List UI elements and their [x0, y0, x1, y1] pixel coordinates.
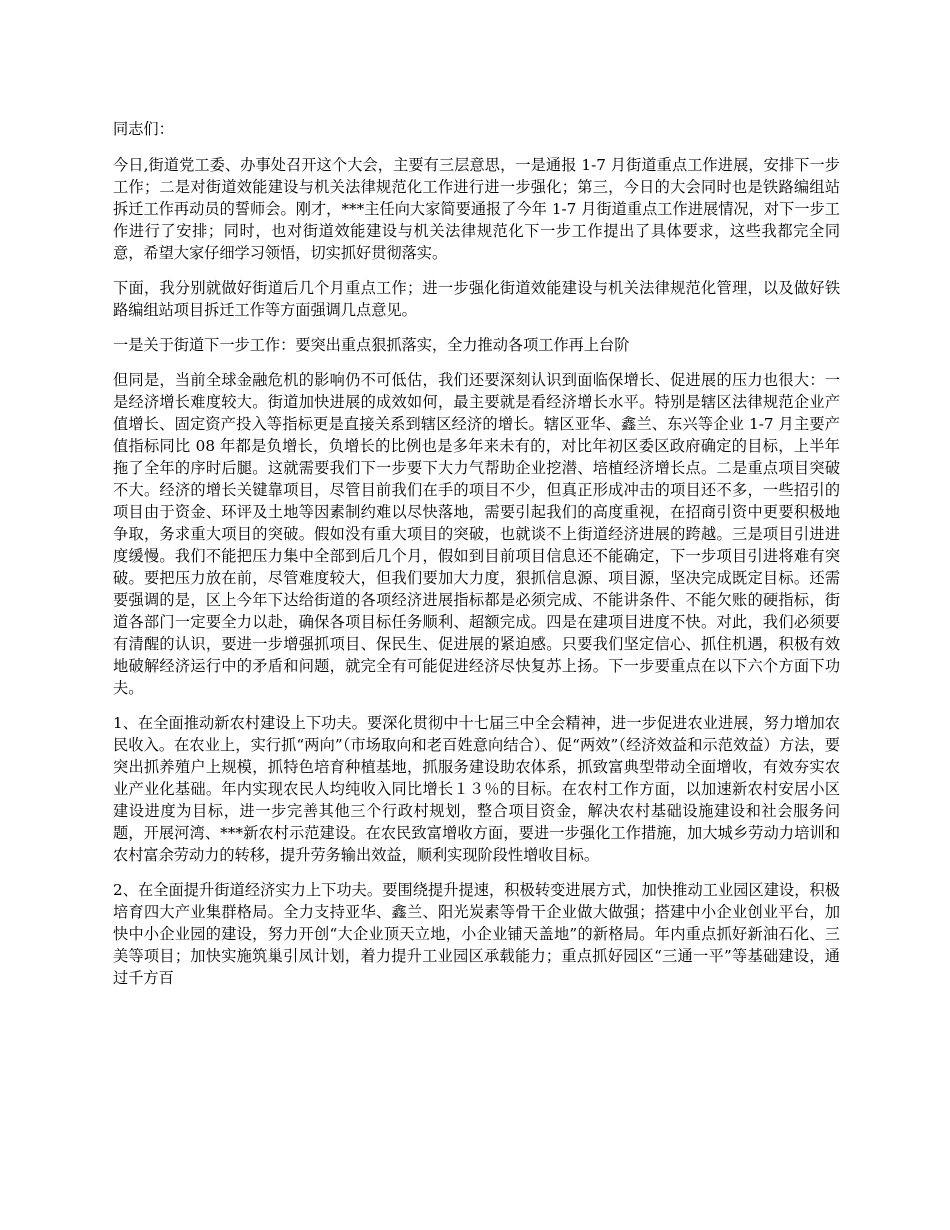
document-page [113, 118, 840, 1002]
paragraph-opening: 今日,街道党工委、办事处召开这个大会，主要有三层意思，一是通报 1-7 月街道重点工作进展，安排下一步工作；二是对街道效能建设与机关法律规范化工作进行进一步强化；第三，今日的大会同时也是铁路编组站拆迁工作再动员的誓师会。刚才，***主任向大家简要通报了今年 1-7 月街道重点工作进展情况，对下一步工作进行了安排；同时，也对街道效能建设与机关法律规范化下一步工作提出了具体要求，这些我都完全同意，希望大家仔细学习领悟，切实抓好贯彻落实。 [113, 156, 840, 262]
paragraph-point-2: 2、在全面提升街道经济实力上下功夫。要围绕提升提速，积极转变进展方式，加快推动工业园区建设，积极培育四大产业集群格局。全力支持亚华、鑫兰、阳光炭素等骨干企业做大做强；搭建中小企业创业平台，加快中小企业园的建设，努力开创“大企业顶天立地，小企业铺天盖地”的新格局。年内重点抓好新油石化、三美等项目；加快实施筑巢引凤计划，着力提升工业园区承载能力；重点抓好园区“三通一平”等基础建设，通过千方百 [113, 881, 840, 987]
salutation: 同志们： [113, 120, 174, 138]
paragraph-point-1: 1、在全面推动新农村建设上下功夫。要深化贯彻中十七届三中全会精神，进一步促进农业进展，努力增加农民收入。在农业上，实行抓“两向”（市场取向和老百姓意向结合）、促“两效”（经济效益和示范效益）方法，要突出抓养殖户上规模，抓特色培育种植基地，抓服务建设助农体系，抓致富典型带动全面增收，有效夯实农业产业化基础。年内实现农民人均纯收入同比增长１３％的目标。在农村工作方面，以加速新农村安居小区建设进度为目标，进一步完善其他三个行政村规划，整合项目资金，解决农村基础设施建设和社会服务问题，开展河湾、***新农村示范建设。在农民致富增收方面，要进一步强化工作措施，加大城乡劳动力培训和农村富余劳动力的转移，提升劳务输出效益，顺利实现阶段性增收目标。 [113, 714, 840, 864]
paragraph-challenges: 但同是，当前全球金融危机的影响仍不可低估，我们还要深刻认识到面临保增长、促进展的压力也很大：一是经济增长难度较大。街道加快进展的成效如何，最主要就是看经济增长水平。特别是辖区法律规范企业产值增长、固定资产投入等指标更是直接关系到辖区经济的增长。辖区亚华、鑫兰、东兴等企业 1-7 月主要产值指标同比 08 年都是负增长，负增长的比例也是多年来未有的，对比年初区委区政府确定的目标，上半年拖了全年的序时后腿。这就需要我们下一步要下大力气帮助企业挖潜、培植经济增长点。二是重点项目突破不大。经济的增长关键靠项目，尽管目前我们在手的项目不少，但真正形成冲击的项目还不多，一些招引的项目由于资金、环评及土地等因素制约难以尽快落地，需要引起我们的高度重视，在招商引资中更要积极地争取，务求重大项目的突破。假如没有重大项目的突破，也就谈不上街道经济进展的跨越。三是项目引进进度缓慢。我们不能把压力集中全部到后几个月，假如到目前项目信息还不能确定，下一步项目引进将难有突破。要把压力放在前，尽管难度较大，但我们要加大力度，狠抓信息源、项目源，坚决完成既定目标。还需要强调的是，区上今年下达给街道的各项经济进展指标都是必须完成、不能讲条件、不能欠账的硬指标，街道各部门一定要全力以赴，确保各项目标任务顺利、超额完成。四是在建项目进度不快。对此，我们必须要有清醒的认识，要进一步增强抓项目、保民生、促进展的紧迫感。只要我们坚定信心、抓住机遇，积极有效地破解经济运行中的矛盾和问题，就完全有可能促进经济尽快复苏上扬。下一步要重点在以下六个方面下功夫。 [113, 371, 840, 697]
paragraph-outline: 下面，我分别就做好街道后几个月重点工作；进一步强化街道效能建设与机关法律规范化管理，以及做好铁路编组站项目拆迁工作等方面强调几点意见。 [113, 279, 840, 319]
section-heading: 一是关于街道下一步工作：要突出重点狠抓落实，全力推动各项工作再上台阶 [113, 336, 630, 354]
